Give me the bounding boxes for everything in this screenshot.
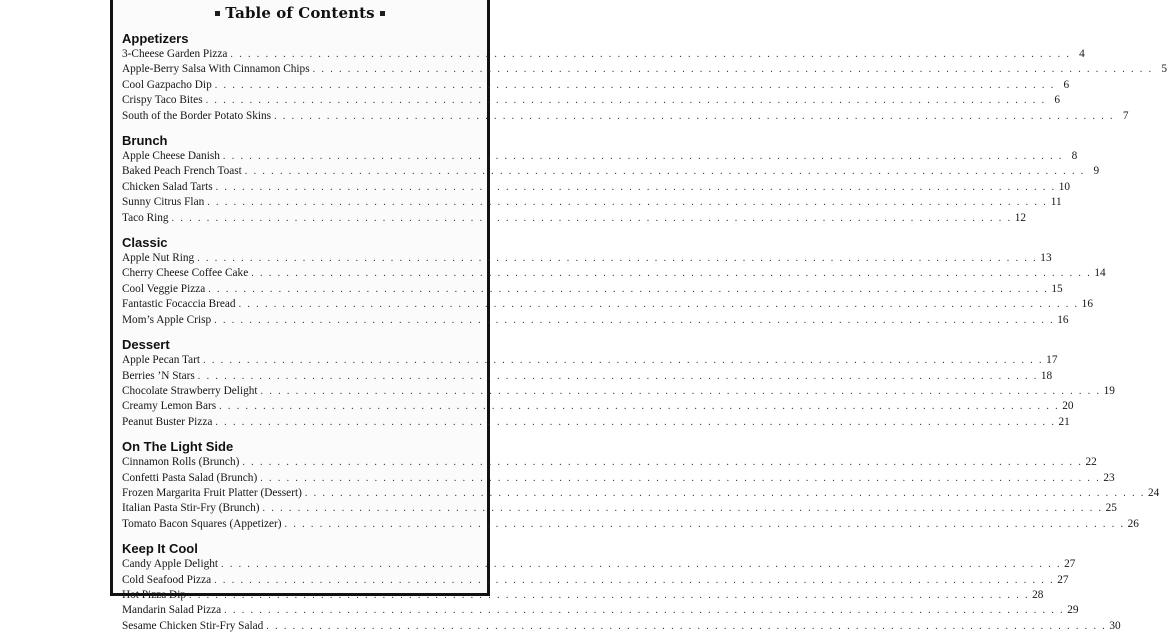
- dot-leader: [245, 165, 1085, 179]
- toc-entry: [122, 282, 1063, 297]
- entry-page-number: 12: [1014, 211, 1026, 224]
- toc-entry: [122, 297, 1093, 312]
- entry-title: Apple-Berry Salsa With Cinnamon Chips: [122, 63, 310, 76]
- toc-entry: [122, 369, 1053, 384]
- toc-section: [122, 337, 1115, 430]
- dot-leader: [261, 385, 1101, 399]
- dot-leader: [251, 267, 1091, 281]
- entry-title: Sunny Citrus Flan: [122, 196, 205, 209]
- entry-title: Mom’s Apple Crisp: [122, 313, 212, 326]
- entry-page-number: 13: [1040, 252, 1052, 265]
- entry-title: Crispy Taco Bites: [122, 94, 203, 107]
- entry-page-number: 22: [1085, 456, 1097, 469]
- toc-section: [122, 133, 1100, 226]
- page-title: Table of Contents: [225, 4, 375, 22]
- entry-title: 3-Cheese Garden Pizza: [122, 48, 228, 60]
- toc-entry: [122, 573, 1069, 588]
- entry-page-number: 17: [1046, 354, 1058, 367]
- entry-title: Candy Apple Delight: [122, 558, 219, 571]
- toc-entry: [122, 415, 1070, 430]
- toc-section: [122, 439, 1160, 532]
- toc-entry: [122, 455, 1097, 470]
- dot-leader: [215, 416, 1055, 430]
- dot-leader: [242, 456, 1082, 470]
- entry-page-number: 6: [1063, 78, 1070, 91]
- dot-leader: [285, 518, 1125, 532]
- entry-title: Sesame Chicken Stir-Fry Salad: [122, 619, 264, 632]
- toc-entry: [122, 211, 1026, 226]
- entry-title: Cinnamon Rolls (Brunch): [122, 456, 240, 469]
- entry-title: Baked Peach French Toast: [122, 165, 242, 178]
- section-heading: Classic: [122, 235, 168, 251]
- entry-title: Taco Ring: [122, 211, 169, 224]
- toc-entry: [122, 180, 1071, 195]
- dot-leader: [239, 298, 1079, 312]
- toc-entry: [122, 47, 1085, 62]
- entry-page-number: 21: [1058, 415, 1070, 428]
- entry-page-number: 19: [1103, 384, 1115, 397]
- entry-title: Tomato Bacon Squares (Appetizer): [122, 517, 282, 530]
- entry-title: Hot Pizza Dip: [122, 588, 187, 601]
- dot-leader: [203, 354, 1043, 368]
- table-of-contents: [122, 31, 1167, 643]
- entry-title: Apple Cheese Danish: [122, 150, 220, 163]
- entry-page-number: 30: [1109, 619, 1121, 632]
- entry-page-number: 24: [1147, 486, 1160, 499]
- dot-leader: [214, 314, 1054, 328]
- entry-page-number: 8: [1071, 150, 1078, 163]
- dot-leader: [230, 48, 1070, 62]
- entry-page-number: 27: [1064, 558, 1076, 571]
- dot-leader: [313, 63, 1153, 77]
- toc-entry: [122, 619, 1121, 634]
- entry-title: Cherry Cheese Coffee Cake: [122, 267, 249, 280]
- entry-page-number: 27: [1057, 573, 1069, 586]
- toc-entry: [122, 164, 1100, 179]
- dot-leader: [207, 196, 1047, 210]
- dot-leader: [214, 574, 1054, 588]
- entry-title: Cold Seafood Pizza: [122, 573, 212, 586]
- entry-title: Italian Pasta Stir-Fry (Brunch): [122, 502, 260, 515]
- entry-title: South of the Border Potato Skins: [122, 109, 272, 122]
- toc-entry: [122, 399, 1074, 414]
- dot-leader: [266, 620, 1106, 634]
- section-heading: Keep It Cool: [122, 541, 198, 557]
- toc-entry: [122, 603, 1079, 618]
- title-bar: [113, 3, 487, 23]
- entry-page-number: 29: [1067, 604, 1079, 617]
- dot-leader: [263, 502, 1103, 516]
- toc-section: [122, 31, 1167, 124]
- entry-page-number: 15: [1051, 282, 1063, 295]
- entry-page-number: 10: [1058, 180, 1071, 193]
- entry-title: Peanut Buster Pizza: [122, 415, 213, 428]
- entry-page-number: 20: [1062, 400, 1074, 413]
- entry-page-number: 4: [1079, 48, 1085, 60]
- toc-entry: [122, 353, 1058, 368]
- entry-page-number: 6: [1054, 94, 1060, 107]
- entry-page-number: 23: [1103, 471, 1115, 484]
- toc-section: [122, 541, 1121, 634]
- toc-entry: [122, 266, 1106, 281]
- entry-page-number: 16: [1057, 313, 1069, 326]
- dot-leader: [223, 150, 1063, 164]
- entry-page-number: 11: [1050, 196, 1062, 209]
- toc-entry: [122, 486, 1160, 501]
- entry-page-number: 25: [1105, 502, 1117, 515]
- toc-section: [122, 235, 1106, 328]
- entry-page-number: 14: [1094, 267, 1106, 280]
- toc-entry: [122, 62, 1167, 77]
- toc-entry: [122, 471, 1115, 486]
- dot-leader: [274, 110, 1114, 124]
- dot-leader: [208, 283, 1048, 297]
- entry-title: Chocolate Strawberry Delight: [122, 384, 258, 397]
- toc-entry: [122, 109, 1129, 124]
- entry-title: Fantastic Focaccia Bread: [122, 298, 236, 311]
- dot-leader: [219, 400, 1059, 414]
- section-heading: Dessert: [122, 337, 170, 353]
- section-heading: On The Light Side: [122, 439, 234, 455]
- document-page: [110, 0, 1167, 632]
- entry-title: Creamy Lemon Bars: [122, 400, 217, 413]
- toc-entry: [122, 93, 1060, 108]
- dot-leader: [305, 487, 1145, 501]
- toc-entry: [122, 517, 1139, 532]
- entry-page-number: 28: [1032, 588, 1044, 601]
- entry-title: Chicken Salad Tarts: [122, 180, 213, 193]
- dot-leader: [216, 181, 1056, 195]
- entry-title: Cool Gazpacho Dip: [122, 78, 212, 91]
- entry-page-number: 5: [1161, 63, 1167, 76]
- toc-entry: [122, 588, 1044, 603]
- toc-entry: [122, 313, 1069, 328]
- entry-page-number: 9: [1093, 165, 1100, 178]
- toc-entry: [122, 78, 1070, 93]
- dot-leader: [189, 589, 1029, 603]
- entry-title: Berries ’N Stars: [122, 369, 195, 382]
- section-heading: Appetizers: [122, 31, 189, 46]
- entry-title: Apple Pecan Tart: [122, 354, 201, 367]
- entry-title: Frozen Margarita Fruit Platter (Dessert): [122, 486, 302, 499]
- title-right-square-icon: [380, 11, 385, 16]
- entry-title: Confetti Pasta Salad (Brunch): [122, 471, 258, 484]
- toc-entry: [122, 384, 1115, 399]
- dot-leader: [206, 94, 1046, 108]
- dot-leader: [221, 558, 1061, 572]
- entry-page-number: 16: [1081, 298, 1093, 311]
- dot-leader: [172, 212, 1012, 226]
- entry-page-number: 26: [1127, 517, 1139, 530]
- toc-entry: [122, 195, 1062, 210]
- section-heading: Brunch: [122, 133, 168, 149]
- title-left-square-icon: [215, 11, 220, 16]
- entry-page-number: 18: [1040, 369, 1053, 382]
- entry-title: Cool Veggie Pizza: [122, 282, 206, 295]
- entry-title: Apple Nut Ring: [122, 252, 195, 265]
- dot-leader: [224, 604, 1064, 618]
- toc-entry: [122, 251, 1052, 266]
- dot-leader: [215, 79, 1055, 93]
- toc-entry: [122, 557, 1076, 572]
- toc-entry: [122, 501, 1117, 516]
- toc-entry: [122, 149, 1078, 164]
- entry-title: Mandarin Salad Pizza: [122, 604, 222, 617]
- dot-leader: [260, 472, 1100, 486]
- dot-leader: [198, 370, 1038, 384]
- entry-page-number: 7: [1122, 109, 1129, 122]
- dot-leader: [197, 252, 1037, 266]
